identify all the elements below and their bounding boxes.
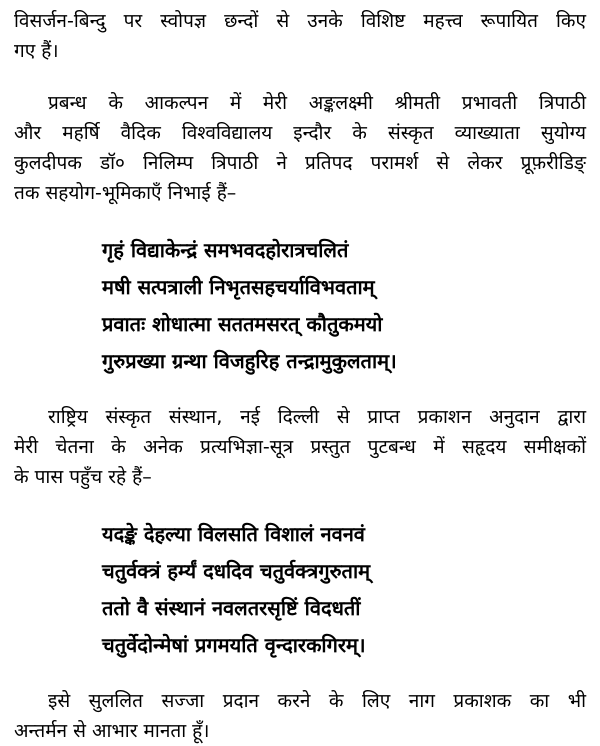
sanskrit-verse-2	[14, 516, 586, 664]
verse-line: मषी सत्पत्राली निभृतसहचर्याविभवताम्	[102, 275, 375, 299]
text-line: विसर्जन-बिन्दु पर स्वोपज्ञ छन्दों से उनके विशिष्ट महत्त्व रूपायित किए	[14, 10, 586, 32]
text-line: प्रबन्ध के आकल्पन में मेरी अङ्कलक्ष्मी श्रीमती प्रभावती त्रिपाठी	[48, 92, 586, 114]
text-line: अन्तर्मन से आभार मानता हूँ।	[14, 720, 210, 742]
verse-line: यदङ्के देहल्या विलसति विशालं नवनवं	[102, 522, 365, 546]
verse-line: ततो वै संस्थानं नवलतरसृष्टिं विदधतीं	[102, 596, 361, 620]
verse-line: प्रवातः शोधात्मा सततमसरत् कौतुकमयो	[102, 312, 383, 336]
paragraph-acknowledgement-publisher	[14, 686, 586, 746]
text-line: तक सहयोग-भूमिकाएँ निभाई हैं–	[14, 182, 237, 204]
sanskrit-verse-1	[14, 232, 586, 380]
verse-line: चतुर्वक्त्रं हर्म्यं दधदिव चतुर्वक्त्रगुरुताम्	[102, 559, 371, 583]
text-line: इसे सुललित सज्जा प्रदान करने के लिए नाग प्रकाशक का भी	[48, 690, 586, 712]
text-line: मेरी चेतना के अनेक प्रत्यभिज्ञा-सूत्र प्रस्तुत पुटबन्ध में सहृदय समीक्षकों	[14, 436, 586, 458]
paragraph-acknowledgement-sansthan	[14, 402, 586, 492]
paragraph-acknowledgement-family	[14, 88, 586, 208]
verse-line: गृहं विद्याकेन्द्रं समभवदहोरात्रचलितं	[102, 238, 349, 262]
text-line: और महर्षि वैदिक विश्वविद्यालय इन्दौर के संस्कृत व्याख्याता सुयोग्य	[14, 122, 586, 144]
text-line: राष्ट्रिय संस्कृत संस्थान, नई दिल्ली से प्राप्त प्रकाशन अनुदान द्वारा	[48, 406, 586, 428]
text-line: गए हैं।	[14, 40, 59, 62]
text-line: के पास पहुँच रहे हैं–	[14, 466, 152, 488]
paragraph-closing-verses	[14, 6, 586, 66]
verse-line: गुरुप्रख्या ग्रन्था विजहुरिह तन्द्रामुकुलताम्।	[102, 349, 397, 373]
text-line: कुलदीपक डॉ० निलिम्प त्रिपाठी ने प्रतिपद परामर्श से लेकर प्रूफ़रीडिङ्	[14, 152, 586, 174]
verse-line: चतुर्वेदोन्मेषां प्रगमयति वृन्दारकगिरम्।	[102, 633, 366, 657]
